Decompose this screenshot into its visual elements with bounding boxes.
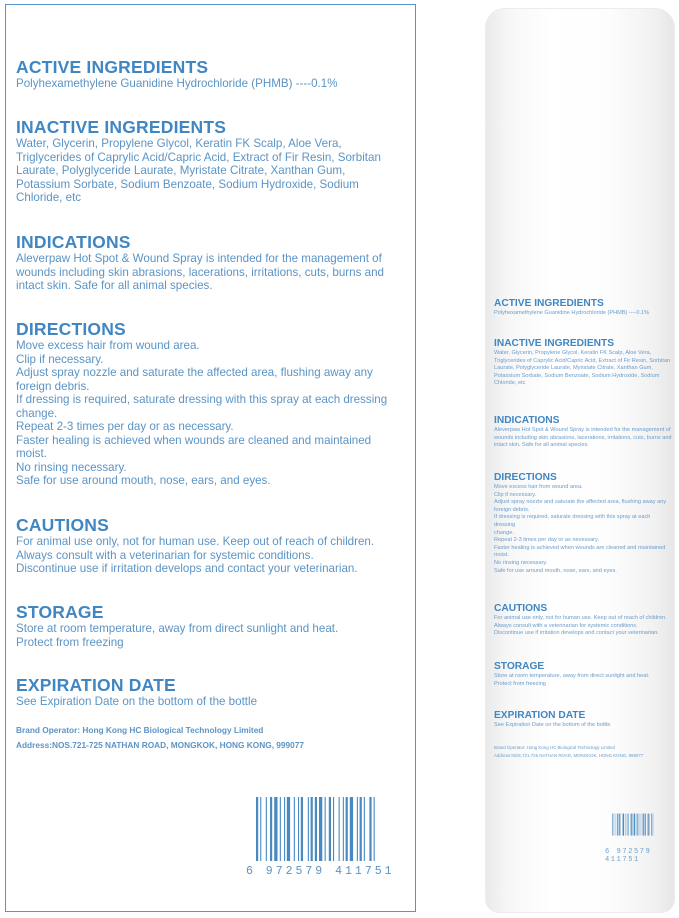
bottle-cautions — [494, 603, 672, 638]
section-text — [494, 427, 672, 450]
section-title: ACTIVE INGREDIENTS — [494, 298, 604, 309]
text-line: If dressing is required, saturate dressing with this spray at each dressing — [16, 393, 388, 406]
barcode-bar — [343, 797, 344, 861]
section-title: DIRECTIONS — [16, 319, 126, 339]
barcode-bar — [284, 797, 285, 861]
section-text — [494, 350, 672, 388]
text-line: Potassium Sorbate, Sodium Benzoate, Sodium Hydroxide, Sodium — [494, 372, 660, 379]
text-line: Always consult with a veterinarian for systemic conditions. — [16, 548, 314, 562]
barcode-bar — [619, 814, 620, 836]
text-line: For animal use only, not for human use. Keep out of reach of children. — [16, 535, 375, 548]
bottle-inactive-ingredients — [494, 338, 672, 388]
barcode-bar — [617, 814, 618, 836]
text-line: Safe for use around mouth, nose, ears, and eyes. — [494, 567, 617, 574]
section-title: INACTIVE INGREDIENTS — [494, 338, 614, 349]
brand-operator: Brand Operator: Hong Kong HC Biological Technology Limited — [494, 745, 615, 750]
barcode-bar — [270, 797, 272, 861]
section-title: EXPIRATION DATE — [16, 675, 176, 695]
barcode-bar — [274, 797, 277, 861]
barcode-bar — [329, 797, 331, 861]
section-text — [494, 722, 672, 730]
text-line: Adjust spray nozzle and saturate the affected area, flushing away any — [16, 366, 373, 379]
address: Address:NOS.721-725 NATHAN ROAD, MONGKOK, HONG KONG, 999077 — [16, 740, 304, 750]
directions-section — [16, 319, 408, 488]
text-line: change. — [16, 406, 58, 420]
text-line: Faster healing is achieved when wounds are cleaned and maintained — [16, 433, 372, 447]
cautions-section — [16, 515, 408, 576]
text-line: Clip if necessary. — [494, 491, 537, 498]
barcode-bar — [319, 797, 322, 861]
text-line: Water, Glycerin, Propylene Glycol, Keratin FK Scalp, Aloe Vera, — [16, 137, 342, 150]
section-title: CAUTIONS — [494, 603, 548, 614]
section-text — [494, 673, 672, 688]
text-line: For animal use only, not for human use. Keep out of reach of children. — [494, 615, 667, 621]
barcode-digits: 6 972579 411751 — [246, 865, 395, 878]
barcode-bar — [369, 797, 371, 861]
barcode-icon — [611, 803, 666, 853]
text-line: wounds including skin abrasions, lacerations, irritations, cuts, burns and — [494, 434, 672, 441]
section-text — [16, 339, 408, 488]
section-title: EXPIRATION DATE — [494, 710, 586, 721]
barcode-bar — [308, 797, 309, 861]
text-line: Polyhexamethylene Guanidine Hydrochloride (PHMB) ----0.1% — [16, 77, 338, 90]
barcode-bar — [350, 797, 353, 861]
section-text — [16, 695, 408, 709]
barcode-bar — [294, 797, 295, 861]
text-line: Protect from freezing — [16, 635, 124, 649]
section-title: STORAGE — [494, 661, 545, 672]
text-line: Discontinue use if irritation develops and contact your veterinarian. — [494, 630, 659, 637]
text-line: No rinsing necessary. — [16, 460, 127, 474]
brand-info — [16, 723, 408, 753]
text-line: moist. — [16, 447, 47, 460]
address: Address:NOS.721-725 NATHAN ROAD, MONGKOK, HONG KONG, 999077 — [494, 753, 644, 758]
bottle-active-ingredients — [494, 298, 672, 318]
active-ingredients-section — [16, 57, 408, 91]
text-line: Chloride, etc — [16, 191, 82, 204]
barcode-bar — [634, 814, 635, 836]
barcode-digits: 6 972579 411751 — [605, 848, 652, 864]
storage-section — [16, 602, 408, 649]
barcode-bar — [357, 797, 358, 861]
text-line: Repeat 2-3 times per day or as necessary. — [16, 420, 234, 433]
barcode-bar — [256, 797, 258, 861]
expiration-date-section — [16, 675, 408, 709]
text-line: See Expiration Date on the bottom of the bottle — [16, 695, 258, 708]
section-title: INDICATIONS — [494, 415, 560, 426]
text-line: moist. — [494, 552, 509, 559]
barcode-bar — [651, 814, 652, 836]
section-text — [494, 615, 672, 638]
section-title: INACTIVE INGREDIENTS — [16, 117, 227, 137]
text-line: Potassium Sorbate, Sodium Benzoate, Sodium Hydroxide, Sodium — [16, 177, 359, 191]
label-panel — [5, 4, 416, 912]
text-line: Water, Glycerin, Propylene Glycol, Keratin FK Scalp, Aloe Vera, — [494, 350, 652, 356]
text-line: Laurate, Polyglyceride Laurate, Myristate Citrate, Xanthan Gum, — [16, 164, 346, 177]
text-line: Aleverpaw Hot Spot & Wound Spray is intended for the management of — [16, 252, 382, 265]
section-text — [16, 535, 408, 576]
barcode-bar — [325, 797, 326, 861]
section-title: CAUTIONS — [16, 515, 109, 535]
text-line: wounds including skin abrasions, lacerations, irritations, cuts, burns and — [16, 265, 384, 279]
text-line: Triglycerides of Caprylic Acid/Capric Acid, Extract of Fir Resin, Sorbitan — [16, 150, 381, 164]
text-line: Adjust spray nozzle and saturate the affected area, flushing away any — [494, 499, 667, 506]
barcode-bar — [298, 797, 299, 861]
text-line: Aleverpaw Hot Spot & Wound Spray is intended for the management of — [494, 427, 671, 433]
barcode-bar — [628, 814, 629, 836]
text-line: Store at room temperature, away from direct sunlight and heat. — [494, 673, 650, 679]
bottle-storage — [494, 661, 672, 688]
barcode-bar — [301, 797, 303, 861]
barcode-bar — [280, 797, 281, 861]
text-line: Laurate, Polyglyceride Laurate, Myristate Citrate, Xanthan Gum, — [494, 365, 653, 372]
barcode-bar — [315, 797, 317, 861]
text-line: intact skin. Safe for all animal species. — [16, 279, 213, 292]
barcode-bar — [364, 797, 365, 861]
text-line: Protect from freezing — [494, 680, 546, 687]
section-text — [16, 77, 408, 91]
text-line: Chloride, etc — [494, 380, 526, 387]
text-line: Discontinue use if irritation develops and contact your veterinarian. — [16, 562, 358, 575]
barcode-bar — [612, 814, 613, 836]
barcode-bar — [648, 814, 649, 836]
barcode-bar — [287, 797, 290, 861]
section-text — [16, 622, 408, 649]
text-line: Repeat 2-3 times per day or as necessary. — [494, 537, 599, 544]
barcode-bar — [637, 814, 638, 836]
barcode-bar — [346, 797, 348, 861]
text-line: foreign debris. — [494, 506, 530, 513]
brand-operator: Brand Operator: Hong Kong HC Biological Technology Limited — [16, 725, 264, 735]
text-line: Triglycerides of Caprylic Acid/Capric Acid, Extract of Fir Resin, Sorbitan — [494, 357, 671, 364]
bottle-directions — [494, 472, 672, 575]
section-text — [16, 252, 408, 293]
text-line: If dressing is required, saturate dressing with this spray at each dressing — [494, 514, 651, 528]
text-line: foreign debris. — [16, 379, 90, 393]
text-line: Always consult with a veterinarian for systemic conditions. — [494, 622, 638, 629]
barcode-bar — [333, 797, 334, 861]
bottle-indications — [494, 415, 672, 450]
text-line: No rinsing necessary. — [494, 559, 548, 566]
inactive-ingredients-section — [16, 117, 408, 205]
indications-section — [16, 232, 408, 293]
bottle-brand-info — [494, 744, 672, 760]
text-line: intact skin. Safe for all animal species. — [494, 442, 589, 449]
bottle — [485, 8, 675, 913]
barcode-bar — [339, 797, 340, 861]
text-line: Store at room temperature, away from direct sunlight and heat. — [16, 622, 339, 635]
section-text — [16, 137, 408, 205]
section-title: STORAGE — [16, 602, 104, 622]
text-line: See Expiration Date on the bottom of the bottle — [494, 722, 611, 728]
text-line: Clip if necessary. — [16, 352, 104, 366]
bottle-expiration-date — [494, 710, 672, 730]
barcode-bar — [643, 814, 644, 836]
section-title: ACTIVE INGREDIENTS — [16, 57, 209, 77]
barcode-bar — [645, 814, 646, 836]
section-title: INDICATIONS — [16, 232, 131, 252]
barcode-bar — [260, 797, 261, 861]
text-line: Safe for use around mouth, nose, ears, and eyes. — [16, 474, 271, 487]
section-text — [494, 310, 672, 318]
section-title: DIRECTIONS — [494, 472, 557, 483]
barcode-bar — [631, 814, 632, 836]
text-line: Polyhexamethylene Guanidine Hydrochloride (PHMB) ----0.1% — [494, 310, 650, 316]
text-line: Move excess hair from wound area. — [16, 339, 200, 352]
text-line: Faster healing is achieved when wounds are cleaned and maintained — [494, 544, 666, 551]
text-line: Move excess hair from wound area. — [494, 484, 583, 490]
barcode-bar — [623, 814, 624, 836]
text-line: change. — [494, 529, 514, 536]
barcode-bar — [360, 797, 362, 861]
barcode-bar — [633, 814, 634, 836]
barcode-bar — [311, 797, 313, 861]
section-text — [494, 484, 672, 575]
barcode-bar — [266, 797, 267, 861]
barcode-bar — [374, 797, 375, 861]
